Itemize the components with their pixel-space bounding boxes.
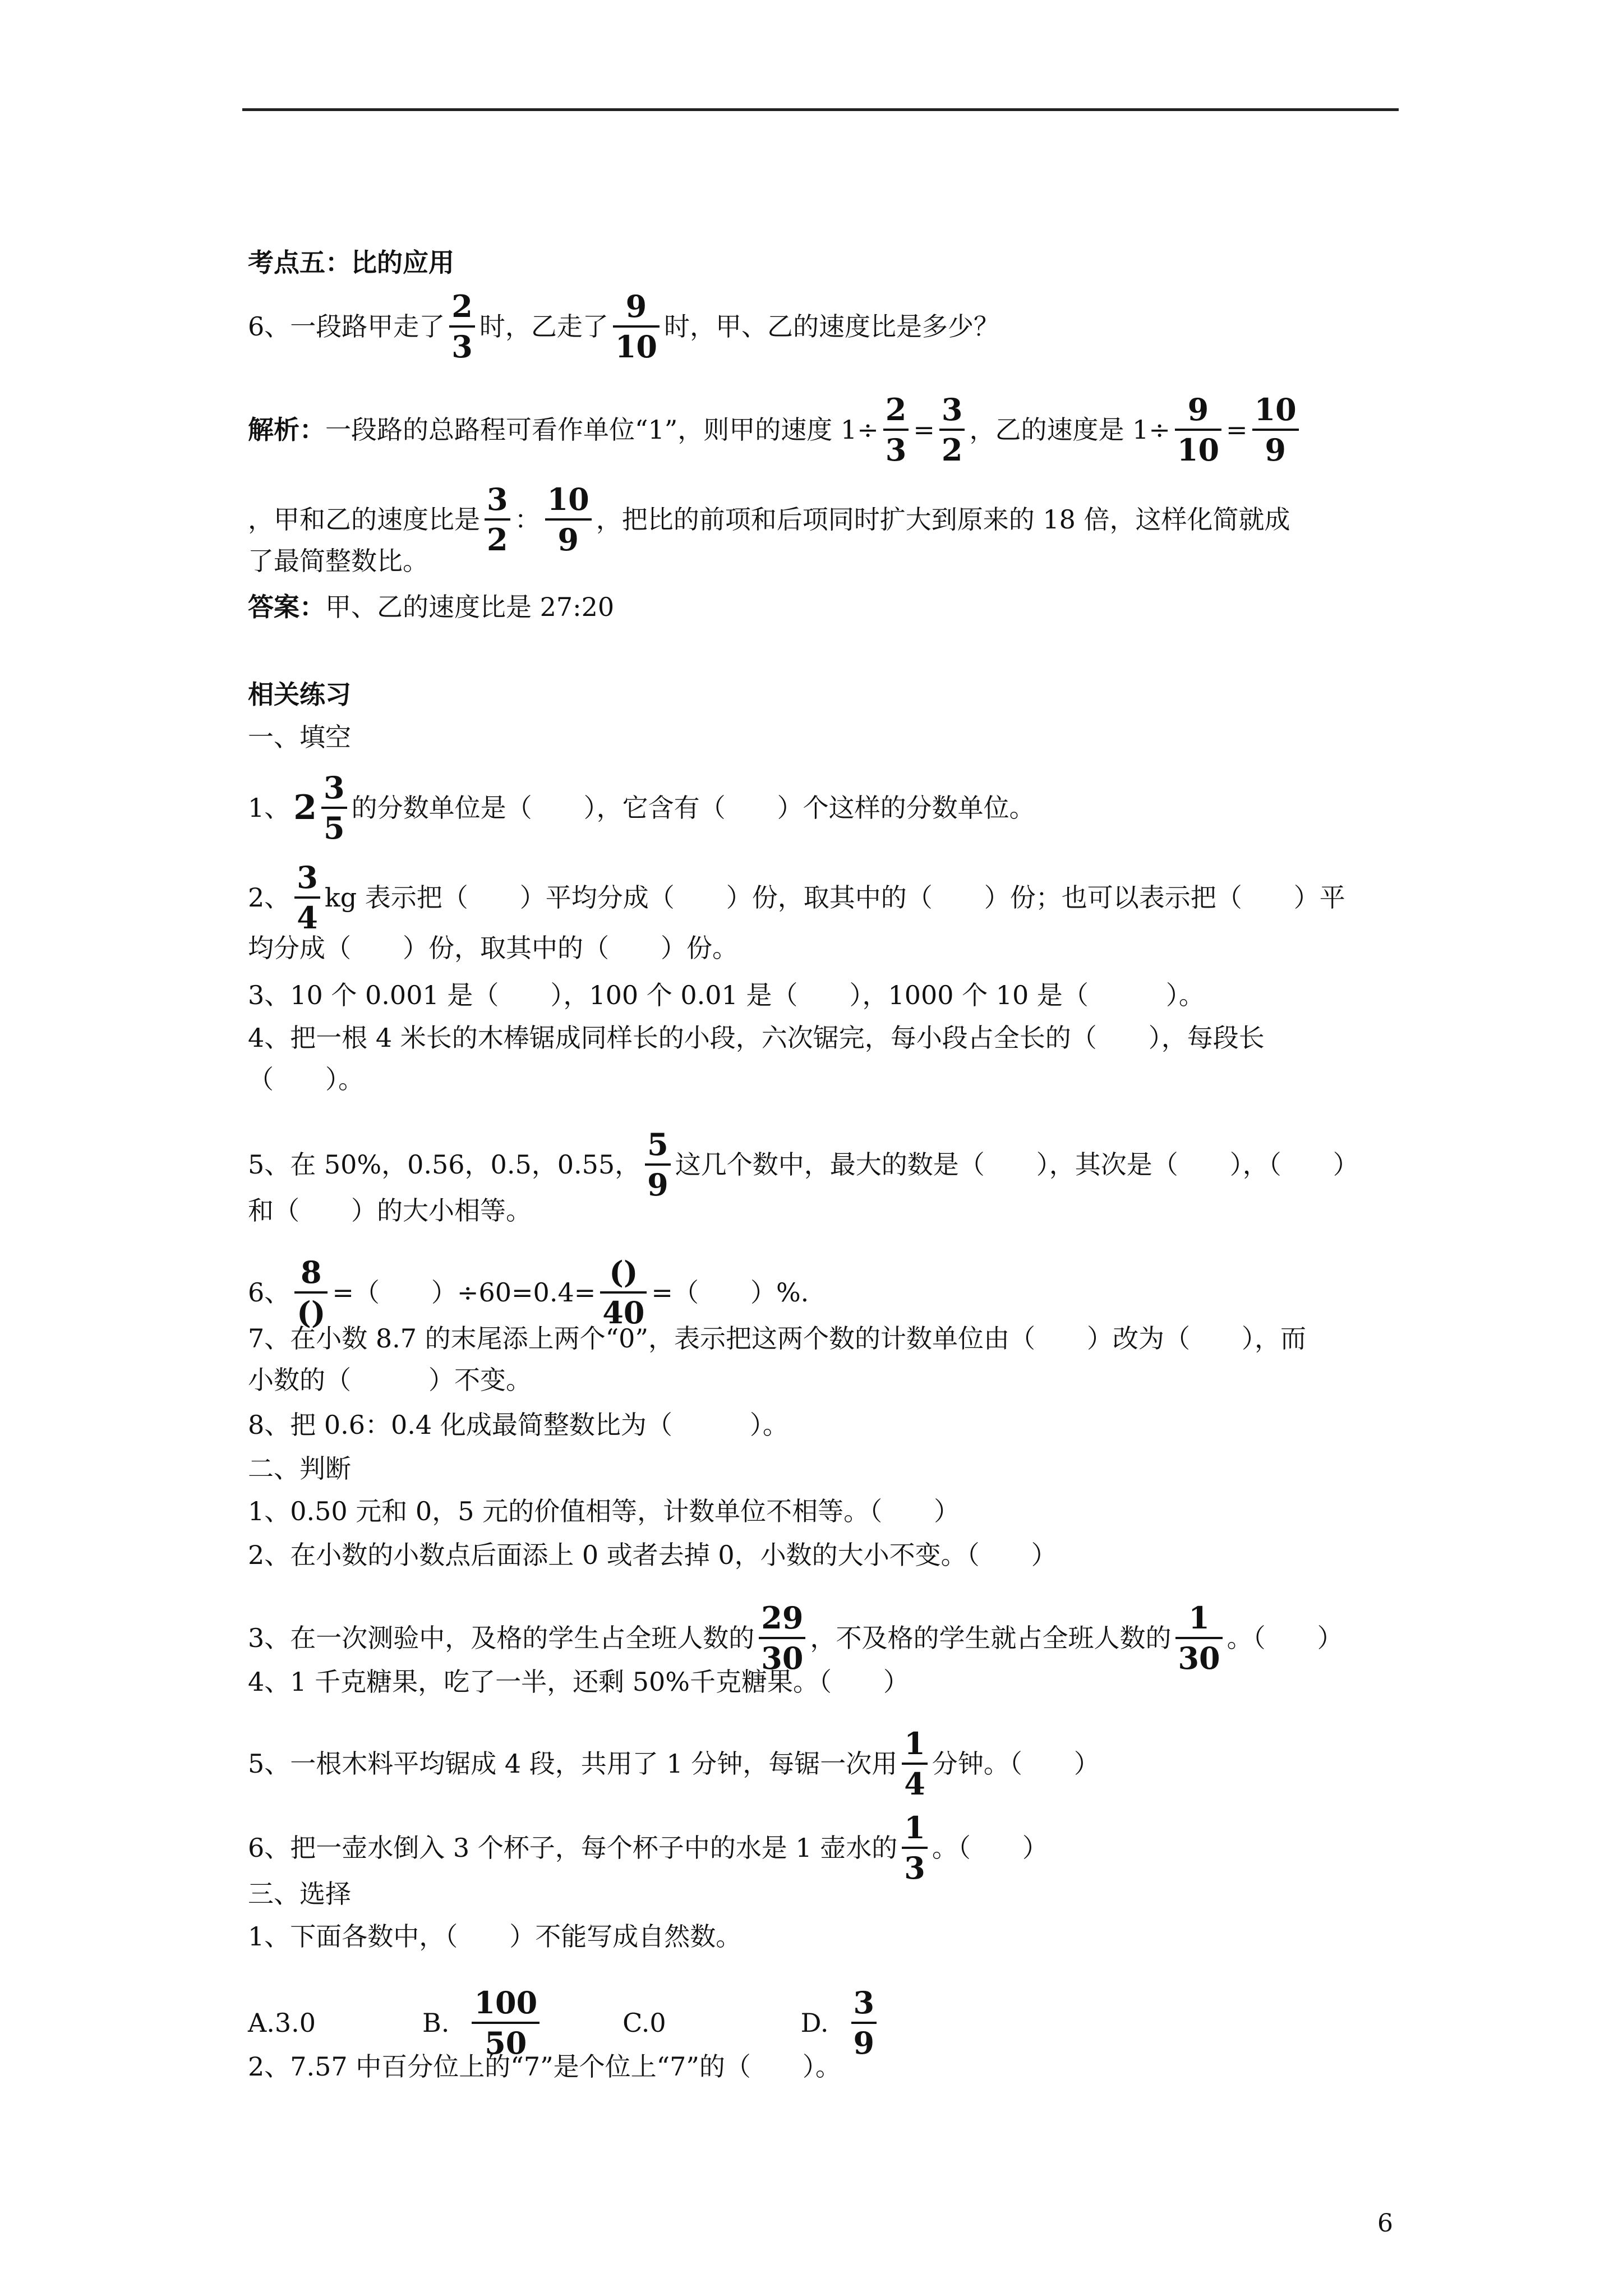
option-a: A.3.0 (248, 2008, 316, 2038)
page-number: 6 (1377, 2209, 1393, 2238)
choice-q1-options (248, 1986, 881, 2060)
fraction: $\frac{1}{4}$ (902, 1727, 928, 1801)
fraction: $\frac{2}{3}$ (883, 393, 909, 467)
answer-label: 答案： (248, 592, 325, 622)
fraction: $\frac{29}{30}$ (759, 1601, 805, 1675)
fill-q6: 6、 $\frac{8}{()}$ =（ ）÷60=0.4= $\frac{()}{40}$ =（ ）%. (248, 1254, 809, 1331)
fraction: $\frac{9}{10}$ (613, 289, 660, 364)
fill-q1: 1、 2 $\frac{3}{5}$ 的分数单位是（ ），它含有（ ）个这样的分数单位。 (248, 770, 1035, 846)
fill-q3: 3、10 个 0.001 是（ ），100 个 0.01 是（ ），1000 个 10 是（ ）。 (248, 980, 1205, 1010)
option-b-label: B. (422, 2008, 450, 2038)
judge-q4: 4、1 千克糖果，吃了一半，还剩 50%千克糖果。（ ） (248, 1667, 910, 1697)
analysis-label: 解析： (248, 415, 325, 445)
section-title: 考点五：比的应用 (248, 247, 454, 278)
header-rule (242, 108, 1399, 111)
option-d-fraction: $\frac{3}{9}$ (851, 1986, 877, 2060)
option-c: C.0 (623, 2008, 666, 2038)
fill-q2: 2、 $\frac{3}{4}$ kg 表示把（ ）平均分成（ ）份，取其中的（ ）份；也可以表示把（ ）平 (248, 859, 1345, 936)
option-b-fraction: $\frac{100}{50}$ (472, 1986, 540, 2060)
choice-q1: 1、下面各数中，（ ）不能写成自然数。 (248, 1921, 742, 1952)
fraction: $\frac{1}{3}$ (902, 1811, 928, 1885)
option-d-label: D. (800, 2008, 829, 2038)
fill-q7-line2: 小数的（ ）不变。 (248, 1365, 532, 1395)
part2-heading: 二、判断 (248, 1453, 351, 1484)
fill-q4-line2: （ ）。 (248, 1064, 364, 1094)
question-6: 6、一段路甲走了 $\frac{2}{3}$ 时，乙走了 $\frac{9}{10}$ 时，甲、乙的速度比是多少？ (248, 288, 1000, 365)
fraction: $\frac{()}{40}$ (600, 1255, 647, 1329)
part1-heading: 一、填空 (248, 722, 351, 752)
fill-q8: 8、把 0.6：0.4 化成最简整数比为（ ）。 (248, 1410, 789, 1440)
fraction: $\frac{2}{3}$ (449, 289, 475, 364)
analysis-line-3: 了最简整数比。 (248, 546, 428, 576)
fraction: $\frac{5}{9}$ (645, 1128, 671, 1202)
q6-prefix: 6、一段路甲走了 (248, 311, 445, 342)
judge-q1: 1、0.50 元和 0，5 元的价值相等，计数单位不相等。（ ） (248, 1496, 960, 1526)
mixed-number: 2 $\frac{3}{5}$ (290, 771, 351, 845)
judge-q3: 3、在一次测验中，及格的学生占全班人数的 $\frac{29}{30}$ ，不及格的学生就占全班人数的 $\frac{1}{30}$ 。（ ） (248, 1600, 1343, 1676)
fraction: $\frac{8}{()}$ (294, 1255, 328, 1329)
choice-q2: 2、7.57 中百分位上的“7”是个位上“7”的（ ）。 (248, 2051, 841, 2082)
part3-heading: 三、选择 (248, 1879, 351, 1909)
practice-title: 相关练习 (248, 679, 351, 710)
fraction: $\frac{9}{10}$ (1175, 393, 1221, 467)
fill-q7: 7、在小数 8.7 的末尾添上两个“0”，表示把这两个数的计数单位由（ ）改为（ ），而 (248, 1323, 1306, 1354)
fraction: $\frac{3}{2}$ (939, 393, 965, 467)
fraction: $\frac{3}{2}$ (485, 482, 510, 556)
analysis-line-1: 解析： 一段路的总路程可看作单位“1”，则甲的速度 1÷ $\frac{2}{3}$ = $\frac{3}{2}$ ，乙的速度是 1÷ $\frac{9}{10}$ = $\frac{10}{9}$ (248, 393, 1303, 467)
fill-q5-line2: 和（ ）的大小相等。 (248, 1195, 532, 1226)
fraction: $\frac{10}{9}$ (1252, 393, 1299, 467)
fill-q4: 4、把一根 4 米长的木棒锯成同样长的小段，六次锯完，每小段占全长的（ ），每段长 (248, 1023, 1265, 1053)
analysis-line-2: ，甲和乙的速度比是 $\frac{3}{2}$ ： $\frac{10}{9}$ ，把比的前项和后项同时扩大到原来的 18 倍，这样化简就成 (248, 481, 1290, 558)
fill-q5: 5、在 50%，0.56，0.5，0.55， $\frac{5}{9}$ 这几个数中，最大的数是（ ），其次是（ ），（ ） (248, 1126, 1359, 1203)
judge-q5: 5、一根木料平均锯成 4 段，共用了 1 分钟，每锯一次用 $\frac{1}{4}$ 分钟。（ ） (248, 1726, 1100, 1802)
fill-q2-line2: 均分成（ ）份，取其中的（ ）份。 (248, 933, 738, 963)
judge-q2: 2、在小数的小数点后面添上 0 或者去掉 0，小数的大小不变。（ ） (248, 1540, 1057, 1570)
answer: 答案： 甲、乙的速度比是 27:20 (248, 590, 614, 624)
fraction: $\frac{1}{30}$ (1175, 1601, 1222, 1675)
fraction: $\frac{10}{9}$ (545, 482, 592, 556)
fraction: $\frac{3}{4}$ (294, 861, 320, 935)
judge-q6: 6、把一壶水倒入 3 个杯子，每个杯子中的水是 1 壶水的 $\frac{1}{3}$ 。（ ） (248, 1810, 1048, 1886)
